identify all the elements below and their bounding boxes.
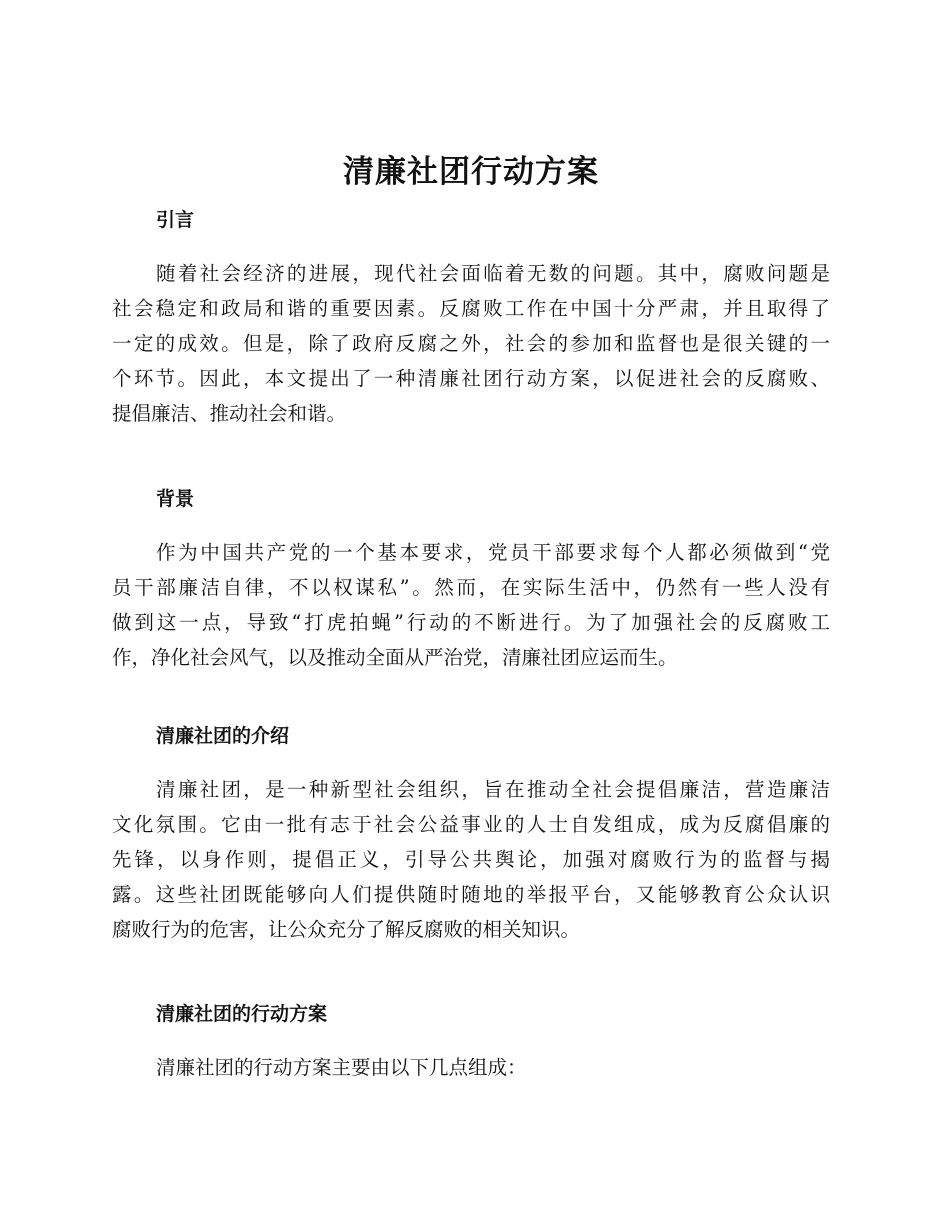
paragraph	[112, 1050, 830, 1085]
paragraph	[112, 772, 830, 947]
paragraph-line: 清廉社团的行动方案主要由以下几点组成：	[156, 1056, 527, 1079]
paragraph	[112, 256, 830, 431]
section-heading: 清廉社团的介绍	[156, 725, 290, 747]
paragraph-line: 提倡廉洁、推动社会和谐。	[112, 402, 347, 425]
paragraph-line: 个环节。因此，本文提出了一种清廉社团行动方案，以促进社会的反腐败、	[112, 367, 830, 390]
section-action-plan-body	[112, 1050, 830, 1085]
section-background-body	[112, 535, 830, 675]
section-action-plan	[112, 1000, 830, 1028]
section-club-introduction	[112, 722, 830, 750]
paragraph-line: 腐败行为的危害，让公众充分了解反腐败的相关知识。	[112, 918, 581, 941]
section-heading: 清廉社团的行动方案	[156, 1003, 328, 1025]
paragraph-line: 清廉社团，是一种新型社会组织，旨在推动全社会提倡廉洁，营造廉洁	[156, 778, 830, 801]
paragraph-line: 先锋，以身作则，提倡正义，引导公共舆论，加强对腐败行为的监督与揭	[112, 848, 830, 871]
paragraph-line: 员干部廉洁自律，不以权谋私”。然而，在实际生活中，仍然有一些人没有	[112, 576, 830, 599]
paragraph-line: 作为中国共产党的一个基本要求，党员干部要求每个人都必须做到“党	[156, 541, 830, 564]
paragraph-line: 随着社会经济的进展，现代社会面临着无数的问题。其中，腐败问题是	[156, 262, 830, 285]
paragraph	[112, 535, 830, 675]
paragraph-line: 一定的成效。但是，除了政府反腐之外，社会的参加和监督也是很关键的一	[112, 332, 830, 355]
section-club-introduction-body	[112, 772, 830, 947]
paragraph-line: 做到这一点，导致“打虎拍蝇”行动的不断进行。为了加强社会的反腐败工	[112, 611, 830, 634]
section-heading: 背景	[156, 488, 195, 510]
section-heading: 引言	[156, 209, 195, 231]
paragraph-line: 露。这些社团既能够向人们提供随时随地的举报平台，又能够教育公众认识	[112, 883, 830, 906]
section-introduction-body	[112, 256, 830, 431]
paragraph-line: 作，净化社会风气，以及推动全面从严治党，清廉社团应运而生。	[112, 646, 678, 669]
section-background	[112, 485, 830, 513]
section-introduction	[112, 206, 830, 234]
document-title: 清廉社团行动方案	[343, 154, 599, 190]
paragraph-line: 社会稳定和政局和谐的重要因素。反腐败工作在中国十分严肃，并且取得了	[112, 297, 830, 320]
paragraph-line: 文化氛围。它由一批有志于社会公益事业的人士自发组成，成为反腐倡廉的	[112, 813, 830, 836]
